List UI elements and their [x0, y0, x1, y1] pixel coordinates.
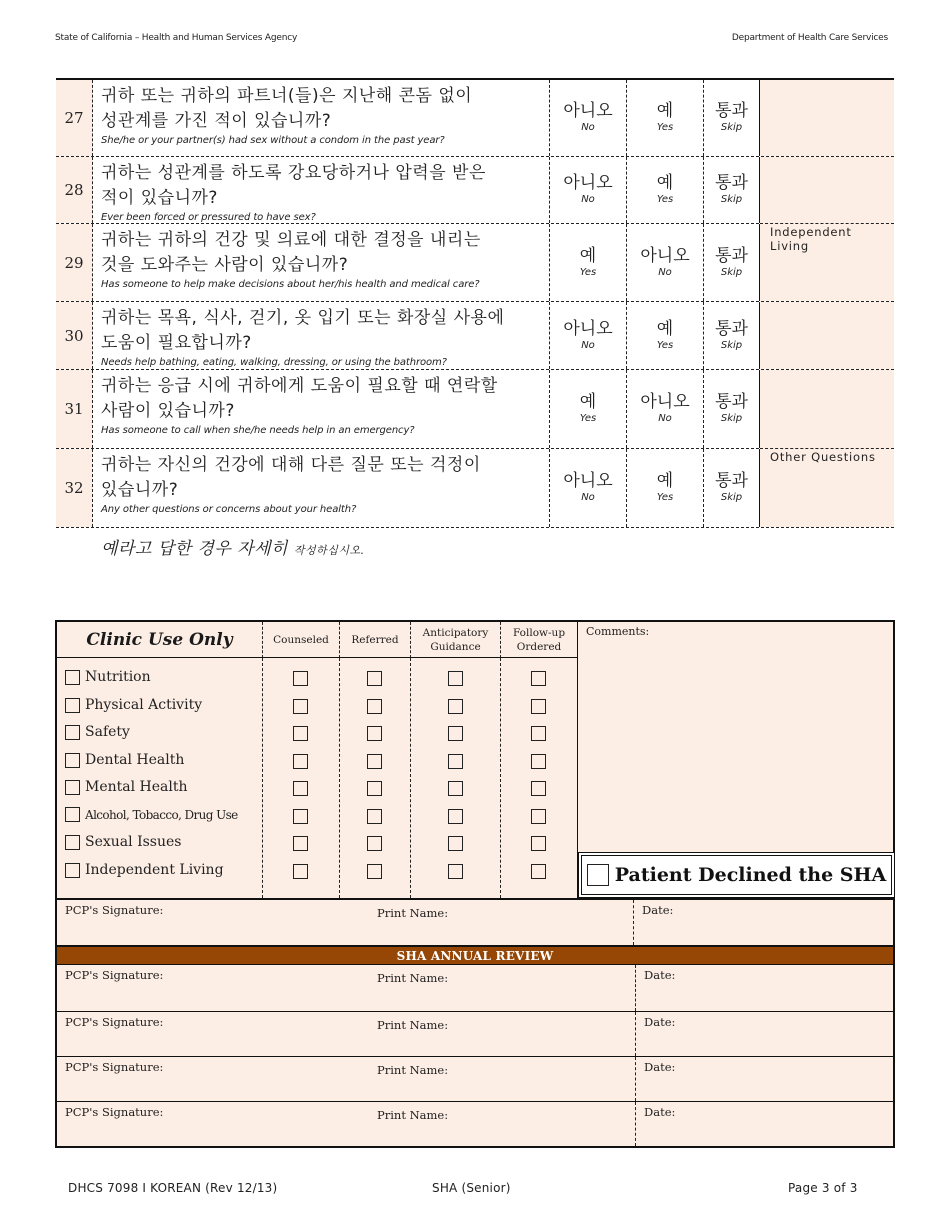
anticipatory-guidance-column: [411, 658, 501, 898]
answer-skip[interactable]: [704, 157, 760, 223]
follow-up-checkbox[interactable]: [531, 781, 546, 796]
counseled-checkbox[interactable]: [293, 699, 308, 714]
counseled-checkbox[interactable]: [293, 809, 308, 824]
answer-no[interactable]: [550, 157, 627, 223]
answer-skip[interactable]: [704, 224, 760, 301]
clinic-use-box: [55, 620, 895, 1148]
follow-up-ordered-column: [501, 658, 578, 898]
answer-no[interactable]: [550, 80, 627, 156]
print-name-field[interactable]: Print Name:: [377, 1018, 449, 1032]
answer-yes[interactable]: [550, 224, 627, 301]
answer-en: No: [581, 492, 595, 503]
pcp-signature-field[interactable]: PCP's Signature:: [65, 903, 164, 917]
detail-instruction: [101, 534, 365, 559]
topic-label: Mental Health: [85, 779, 188, 795]
topic-label: Independent Living: [85, 862, 224, 878]
counseled-checkbox[interactable]: [293, 836, 308, 851]
topic-label: Sexual Issues: [85, 834, 182, 850]
answer-ko: 아니오: [563, 318, 613, 339]
anticipatory-guidance-checkbox[interactable]: [448, 864, 463, 879]
question-number: 32: [56, 449, 93, 527]
checkbox[interactable]: [65, 725, 80, 740]
answer-en: Skip: [720, 339, 743, 351]
follow-up-checkbox[interactable]: [531, 699, 546, 714]
referred-checkbox[interactable]: [367, 726, 382, 741]
answer-no[interactable]: [627, 370, 704, 448]
question-number: 29: [56, 224, 93, 301]
question-text: [93, 224, 550, 301]
question-english: Ever been forced or pressured to have sex?: [101, 212, 316, 223]
answer-en: Yes: [656, 492, 674, 503]
question-korean-line2: 사람이 있습니까?: [101, 401, 235, 421]
checkbox[interactable]: [65, 780, 80, 795]
answer-ko: 아니오: [640, 392, 690, 412]
question-row-30: [56, 302, 894, 370]
answer-no[interactable]: [627, 224, 704, 301]
referred-checkbox[interactable]: [367, 754, 382, 769]
answer-ko: 예: [656, 173, 674, 193]
answer-ko: 아니오: [563, 101, 613, 121]
column-header-counseled: Counseled: [263, 622, 340, 658]
print-name-field[interactable]: Print Name:: [377, 906, 449, 920]
question-text: [93, 302, 550, 369]
answer-ko: 통과: [715, 101, 748, 121]
answer-skip[interactable]: [704, 80, 760, 156]
question-row-32: [56, 449, 894, 528]
signature-row: [57, 898, 893, 945]
answer-yes[interactable]: [627, 80, 704, 156]
question-korean-line2: 있습니까?: [101, 480, 179, 500]
category-label: Other Questions: [770, 450, 876, 464]
answer-en: No: [581, 194, 595, 205]
topic-label: Safety: [85, 724, 130, 740]
referred-checkbox[interactable]: [367, 699, 382, 714]
answer-yes[interactable]: [627, 157, 704, 223]
answer-en: Skip: [720, 194, 743, 205]
category-cell: [760, 370, 894, 448]
anticipatory-guidance-checkbox[interactable]: [448, 671, 463, 686]
question-korean-line1: 귀하 또는 귀하의 파트너(들)은 지난해 콘돔 없이: [101, 86, 473, 106]
date-field[interactable]: Date:: [635, 1057, 675, 1101]
print-name-field[interactable]: Print Name:: [377, 1108, 449, 1122]
answer-yes[interactable]: [627, 449, 704, 527]
question-text: [93, 157, 550, 223]
detail-instruction-main: 예라고 답한 경우 자세히: [101, 539, 294, 559]
topic-physical-activity[interactable]: [65, 697, 202, 713]
topic-nutrition[interactable]: [65, 669, 151, 685]
answer-en: Skip: [720, 266, 743, 278]
checkbox[interactable]: [65, 753, 80, 768]
category-cell: [760, 302, 894, 369]
category-label: Independent Living: [770, 225, 852, 253]
answer-ko: 예: [656, 318, 674, 339]
question-korean-line2: 도움이 필요합니까?: [101, 333, 252, 353]
annual-review-header: SHA ANNUAL REVIEW: [57, 945, 893, 965]
topic-label: Alcohol, Tobacco, Drug Use: [85, 807, 238, 822]
pcp-signature-field[interactable]: PCP's Signature:: [65, 968, 164, 982]
questions-table: [56, 80, 894, 528]
anticipatory-guidance-checkbox[interactable]: [448, 699, 463, 714]
follow-up-checkbox[interactable]: [531, 671, 546, 686]
date-field[interactable]: Date:: [635, 965, 675, 1011]
topic-dental-health[interactable]: [65, 752, 184, 768]
question-english: Has someone to call when she/he needs help in an emergency?: [101, 425, 415, 436]
category-cell: [760, 80, 894, 156]
annual-review-row-3: [57, 1056, 893, 1101]
topic-mental-health[interactable]: [65, 779, 188, 795]
question-korean-line2: 성관계를 가진 적이 있습니까?: [101, 111, 332, 131]
topics-column: [57, 658, 263, 898]
checkbox[interactable]: [65, 807, 80, 822]
print-name-field[interactable]: Print Name:: [377, 1063, 449, 1077]
answer-en: Yes: [579, 413, 597, 424]
answer-ko: 아니오: [563, 173, 613, 193]
answer-en: Skip: [720, 413, 743, 424]
answer-en: Yes: [656, 339, 674, 351]
answer-ko: 예: [656, 471, 674, 491]
question-korean-line1: 귀하는 응급 시에 귀하에게 도움이 필요할 때 연락할: [101, 376, 498, 396]
question-korean-line2: 적이 있습니까?: [101, 188, 218, 208]
column-header-referred: Referred: [340, 622, 411, 658]
topic-label: Nutrition: [85, 669, 151, 685]
checkbox[interactable]: [65, 863, 80, 878]
pcp-signature-field[interactable]: PCP's Signature:: [65, 1015, 164, 1029]
print-name-field[interactable]: Print Name:: [377, 971, 449, 985]
answer-ko: 예: [579, 245, 597, 266]
clinic-header-row: [57, 622, 578, 658]
comments-field[interactable]: [578, 622, 893, 852]
topic-safety[interactable]: [65, 724, 130, 740]
category-cell: [760, 223, 894, 301]
referred-checkbox[interactable]: [367, 864, 382, 879]
answer-ko: 아니오: [640, 245, 690, 266]
question-number: 28: [56, 157, 93, 223]
answer-en: Skip: [720, 492, 743, 503]
question-number: 27: [56, 80, 93, 156]
answer-en: Yes: [579, 266, 597, 278]
answer-en: Yes: [656, 122, 674, 133]
answer-ko: 통과: [715, 173, 748, 193]
anticipatory-guidance-checkbox[interactable]: [448, 836, 463, 851]
answer-no[interactable]: [550, 302, 627, 369]
topic-sexual-issues[interactable]: [65, 834, 181, 850]
question-english: Has someone to help make decisions about her/his health and medical care?: [101, 279, 480, 290]
anticipatory-guidance-checkbox[interactable]: [448, 781, 463, 796]
question-english: She/he or your partner(s) had sex without a condom in the past year?: [101, 135, 445, 146]
annual-review-row-4: [57, 1101, 893, 1146]
counseled-checkbox[interactable]: [293, 726, 308, 741]
topic-independent-living[interactable]: [65, 862, 224, 878]
column-header-follow-up-ordered: Follow-up Ordered: [501, 622, 578, 658]
clinic-body: [57, 658, 578, 898]
answer-skip[interactable]: [704, 449, 760, 527]
annual-review-row-2: [57, 1011, 893, 1056]
referred-checkbox[interactable]: [367, 671, 382, 686]
header-department: Department of Health Care Services: [731, 33, 888, 43]
answer-skip[interactable]: [704, 370, 760, 448]
referred-checkbox[interactable]: [367, 781, 382, 796]
comments-label: Comments:: [586, 625, 650, 638]
topic-alcohol-tobacco-drug-use[interactable]: [65, 807, 238, 822]
patient-declined-checkbox[interactable]: [587, 864, 609, 886]
question-number: 30: [56, 302, 93, 369]
date-field[interactable]: Date:: [635, 1012, 675, 1056]
category-cell: [760, 157, 894, 223]
answer-ko: 통과: [715, 245, 748, 266]
answer-en: No: [581, 339, 595, 351]
question-korean-line1: 귀하는 자신의 건강에 대해 다른 질문 또는 걱정이: [101, 455, 481, 475]
checkbox[interactable]: [65, 670, 80, 685]
pcp-signature-field[interactable]: PCP's Signature:: [65, 1060, 164, 1074]
clinic-title: Clinic Use Only: [57, 622, 263, 658]
question-korean-line1: 귀하는 귀하의 건강 및 의료에 대한 결정을 내리는: [101, 230, 481, 250]
footer-form-id: DHCS 7098 I KOREAN (Rev 12/13): [68, 1181, 278, 1195]
topic-label: Physical Activity: [85, 697, 203, 713]
referred-checkbox[interactable]: [367, 836, 382, 851]
question-english: Needs help bathing, eating, walking, dressing, or using the bathroom?: [101, 357, 447, 368]
answer-yes[interactable]: [550, 370, 627, 448]
question-row-29: [56, 224, 894, 302]
answer-ko: 통과: [715, 471, 748, 491]
checkbox[interactable]: [65, 835, 80, 850]
pcp-signature-field[interactable]: PCP's Signature:: [65, 1105, 164, 1119]
date-field[interactable]: Date:: [633, 900, 673, 945]
question-korean-line2: 것을 도와주는 사람이 있습니까?: [101, 255, 349, 275]
follow-up-checkbox[interactable]: [531, 836, 546, 851]
footer-form-name: SHA (Senior): [432, 1181, 511, 1195]
follow-up-checkbox[interactable]: [531, 864, 546, 879]
answer-en: No: [581, 122, 595, 133]
patient-declined-label: Patient Declined the SHA: [614, 864, 887, 886]
counseled-column: [263, 658, 340, 898]
checkbox[interactable]: [65, 698, 80, 713]
answer-ko: 예: [656, 101, 674, 121]
annual-review-row-1: [57, 965, 893, 1011]
question-row-31: [56, 370, 894, 449]
answer-en: Skip: [720, 122, 743, 133]
question-number: 31: [56, 370, 93, 448]
topic-label: Dental Health: [85, 752, 185, 768]
answer-skip[interactable]: [704, 302, 760, 369]
patient-declined-option[interactable]: [578, 852, 895, 898]
counseled-checkbox[interactable]: [293, 864, 308, 879]
answer-ko: 통과: [715, 392, 748, 412]
column-header-anticipatory-guidance: Anticipatory Guidance: [411, 622, 501, 658]
question-text: [93, 80, 550, 156]
header-agency: State of California – Health and Human Services Agency: [55, 33, 298, 43]
anticipatory-guidance-checkbox[interactable]: [448, 754, 463, 769]
category-cell: [760, 448, 894, 527]
counseled-checkbox[interactable]: [293, 671, 308, 686]
question-korean-line1: 귀하는 목욕, 식사, 걷기, 옷 입기 또는 화장실 사용에: [101, 308, 505, 328]
answer-ko: 아니오: [563, 471, 613, 491]
answer-yes[interactable]: [627, 302, 704, 369]
follow-up-checkbox[interactable]: [531, 809, 546, 824]
detail-instruction-small: 작성하십시오.: [293, 544, 365, 557]
footer-page-number: Page 3 of 3: [788, 1181, 858, 1195]
counseled-checkbox[interactable]: [293, 781, 308, 796]
anticipatory-guidance-checkbox[interactable]: [448, 726, 463, 741]
referred-checkbox[interactable]: [367, 809, 382, 824]
answer-no[interactable]: [550, 449, 627, 527]
date-field[interactable]: Date:: [635, 1102, 675, 1146]
question-english: Any other questions or concerns about your health?: [101, 504, 357, 515]
answer-en: No: [658, 413, 672, 424]
question-text: [93, 370, 550, 448]
anticipatory-guidance-checkbox[interactable]: [448, 809, 463, 824]
question-text: [93, 449, 550, 527]
answer-ko: 통과: [715, 318, 748, 339]
answer-ko: 예: [579, 392, 597, 412]
follow-up-checkbox[interactable]: [531, 754, 546, 769]
question-row-28: [56, 157, 894, 224]
question-korean-line1: 귀하는 성관계를 하도록 강요당하거나 압력을 받은: [101, 163, 486, 183]
referred-column: [340, 658, 411, 898]
answer-en: No: [658, 266, 672, 278]
question-row-27: [56, 80, 894, 157]
answer-en: Yes: [656, 194, 674, 205]
counseled-checkbox[interactable]: [293, 754, 308, 769]
follow-up-checkbox[interactable]: [531, 726, 546, 741]
